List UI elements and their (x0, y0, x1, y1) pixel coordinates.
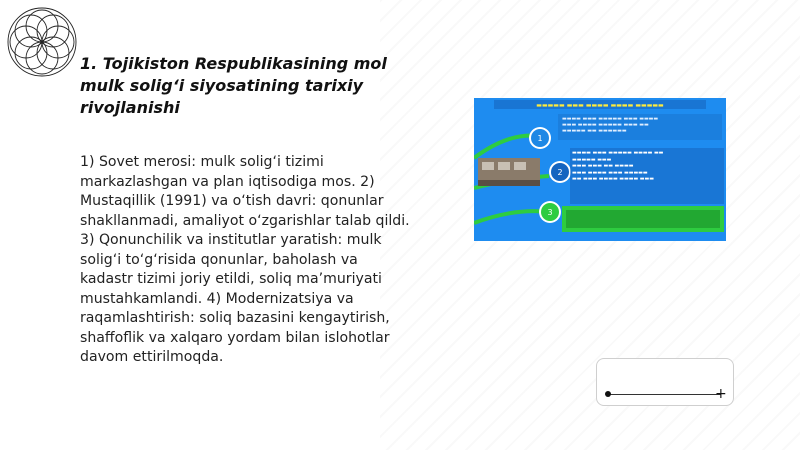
thumb-number-3: 3 (547, 208, 553, 217)
slider-knob-icon[interactable] (605, 391, 611, 397)
slide-title: 1. Tojikiston Respublikasining mol mulk solig‘i siyosatining tarixiy rivojlanishi (80, 54, 387, 117)
media-control-panel[interactable] (596, 358, 734, 406)
media-progress-track[interactable] (607, 394, 721, 395)
spirograph-logo-icon (4, 4, 80, 80)
plus-icon[interactable]: + (715, 386, 727, 402)
thumbnail-heading-blur: ▬▬▬▬▬ ▬▬▬ ▬▬▬▬ ▬▬▬▬ ▬▬▬▬▬ (536, 102, 664, 109)
thumbnail-textbox-1: ▬▬▬▬ ▬▬▬ ▬▬▬▬▬ ▬▬▬ ▬▬▬▬ ▬▬▬ ▬▬▬▬ ▬▬▬▬▬ ▬▬▬ ▬▬ ▬▬▬▬▬ ▬▬ ▬▬▬▬▬▬ (562, 116, 659, 134)
thumbnail-textbox-2: ▬▬▬▬ ▬▬▬ ▬▬▬▬▬ ▬▬▬▬ ▬▬ ▬▬▬▬▬ ▬▬▬ ▬▬▬ ▬▬▬ ▬▬ ▬▬▬▬ ▬▬▬ ▬▬▬▬ ▬▬▬ ▬▬▬▬▬ ▬▬ ▬▬▬ ▬▬▬▬ ▬▬▬▬ ▬▬▬ (572, 150, 664, 182)
thumb-number-1: 1 (537, 134, 543, 143)
thumb-number-2: 2 (557, 168, 563, 177)
slide-body-text: 1) Sovet merosi: mulk solig‘i tizimi markazlashgan va plan iqtisodiga mos. 2) Mustaqillik (1991) va o‘tish davri: qonunlar shakllanmadi, amaliyot o‘zgarishlar talab qildi. 3) Qonunchilik va institutlar yaratish: mulk solig‘i to‘g‘risida qonunlar, baholash va kadastr tizimi joriy etildi, soliq ma’muriyati mustahkamlandi. 4) Modernizatsiya va raqamlashtirish: soliq bazasini kengaytirish, shaffoflik va xalqaro yordam bilan islohotlar davom ettirilmoqda. (80, 154, 410, 365)
embedded-slide-image (474, 98, 726, 241)
thumbnail-numbers (474, 98, 726, 241)
